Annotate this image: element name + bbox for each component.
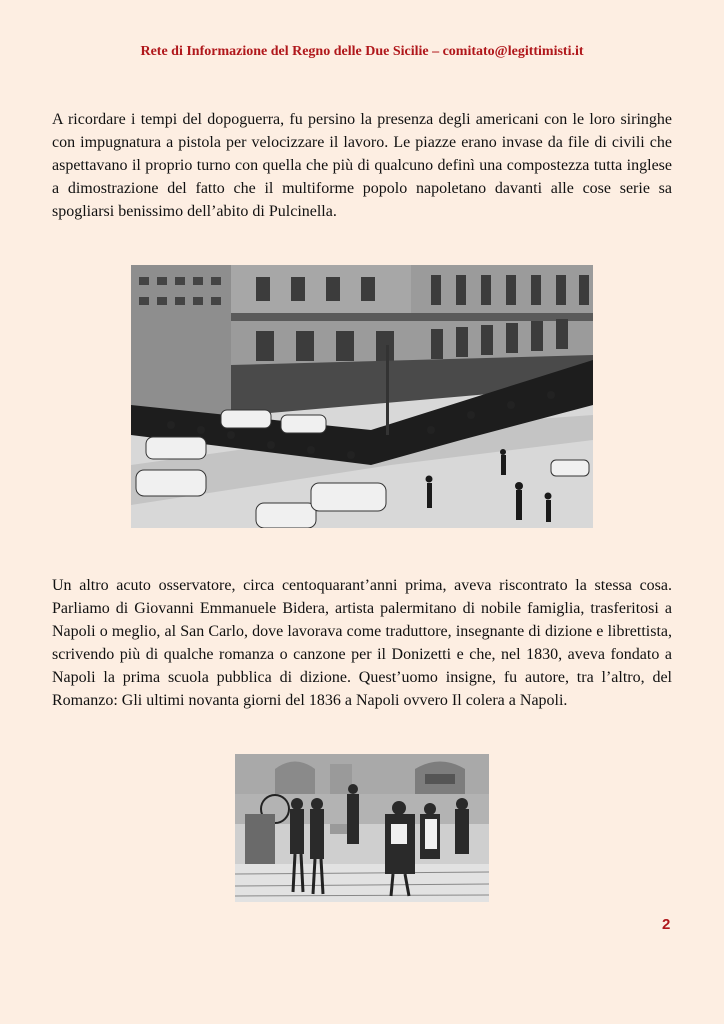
photo-street-crowd-queue (131, 265, 593, 528)
paragraph-vaccination-queues: A ricordare i tempi del dopoguerra, fu persino la presenza degli americani con le loro siringhe con impugnatura a pistola per velocizzare il lavoro. Le piazze erano invase da file di civili che aspettavano il proprio turno con quella che più di qualcuno definì una compostezza tutta inglese a dimostrazione del fatto che il multiforme popolo napoletano davanti alle cose serie sa spogliarsi benissimo dell’abito di Pulcinella. (52, 111, 672, 220)
engraving-cholera-naples (235, 754, 489, 902)
paragraph-bidera: Un altro acuto osservatore, circa centoquarant’anni prima, aveva riscontrato la stessa cosa. Parliamo di Giovanni Emmanuele Bidera, artista palermitano di nobile famiglia, trasferitosi a Napoli o meglio, al San Carlo, dove lavorava come traduttore, insegnante di dizione e librettista, scrivendo più di qualche romanza o canzone per il Donizetti e che, nel 1830, aveva fondato a Napoli la prima scuola pubblica di dizione. Quest’uomo insigne, fu autore, tra l’altro, del Romanzo: Gli ultimi novanta giorni del 1836 a Napoli ovvero Il colera a Napoli. (52, 577, 672, 709)
page-number: 2 (662, 916, 671, 933)
running-header: Rete di Informazione del Regno delle Due Sicilie – comitato@legittimisti.it (140, 44, 584, 59)
